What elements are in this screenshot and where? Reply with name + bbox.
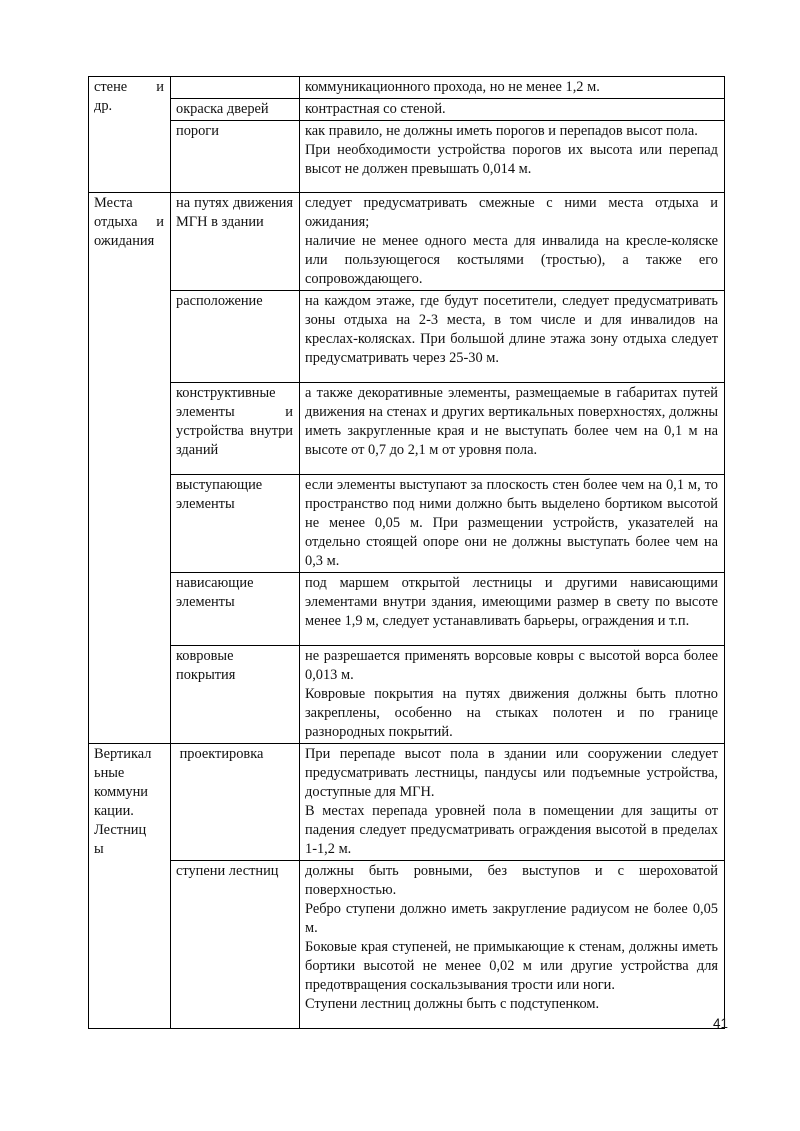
requirement-text: Ребро ступени должно иметь закругление радиусом не более 0,05 м. bbox=[305, 901, 718, 936]
requirement-cell bbox=[300, 573, 725, 646]
requirement-cell bbox=[300, 383, 725, 475]
item-label: конструктивные элементы и устройства внутри зданий bbox=[176, 385, 293, 458]
section-label: стене и bbox=[94, 79, 164, 95]
section-label: ы bbox=[94, 841, 104, 857]
item-cell bbox=[171, 291, 300, 383]
item-cell bbox=[171, 193, 300, 291]
section-cell bbox=[89, 193, 171, 744]
table-row bbox=[89, 77, 725, 99]
requirement-cell bbox=[300, 646, 725, 744]
requirement-text: как правило, не должны иметь порогов и перепадов высот пола. bbox=[305, 123, 698, 139]
requirement-text: если элементы выступают за плоскость стен более чем на 0,1 м, то пространство под ними должно быть выделено бортиком высотой не менее 0,05 м. При размещении устройств, указателей на отдельно стоящей опоре они не должны выступать более чем на 0,3 м. bbox=[305, 477, 718, 569]
requirements-table bbox=[88, 76, 725, 1029]
table-row bbox=[89, 475, 725, 573]
table-row bbox=[89, 861, 725, 1029]
table-row bbox=[89, 193, 725, 291]
requirement-text: Боковые края ступеней, не примыкающие к стенам, должны иметь бортики высотой не менее 0,02 м или другие устройства для предотвращения соскальзывания трости или ноги. bbox=[305, 939, 718, 993]
table-row bbox=[89, 291, 725, 383]
requirement-text: Ступени лестниц должны быть с подступенком. bbox=[305, 996, 600, 1012]
table-row bbox=[89, 383, 725, 475]
requirement-cell bbox=[300, 291, 725, 383]
item-label: на путях движения МГН в здании bbox=[176, 195, 293, 230]
requirement-text: При перепаде высот пола в здании или сооружении следует предусматривать лестницы, пандусы или подъемные устройства, доступные для МГН. bbox=[305, 746, 718, 800]
item-cell bbox=[171, 744, 300, 861]
requirement-cell bbox=[300, 121, 725, 193]
section-cell bbox=[89, 744, 171, 1029]
section-label: Лестниц bbox=[94, 822, 147, 838]
requirement-cell bbox=[300, 193, 725, 291]
table-row bbox=[89, 573, 725, 646]
requirement-text: При необходимости устройства порогов их высота или перепад высот не должен превышать 0,014 м. bbox=[305, 142, 718, 177]
requirement-text: должны быть ровными, без выступов и с шероховатой поверхностью. bbox=[305, 863, 718, 898]
requirement-text: на каждом этаже, где будут посетители, следует предусматривать зоны отдыха на 2-3 места, в том числе и для инвалидов на креслах-колясках. При большой длине этажа зону отдыха следует предусматривать через 25-30 м. bbox=[305, 293, 718, 366]
item-label: расположение bbox=[176, 293, 263, 309]
item-label: ковровые покрытия bbox=[176, 648, 236, 683]
requirement-cell bbox=[300, 77, 725, 99]
requirement-cell bbox=[300, 99, 725, 121]
requirement-text: а также декоративные элементы, размещаемые в габаритах путей движения на стенах и других вертикальных поверхностях, должны иметь закругленные края и не выступать более чем на 0,1 м на высоте от 0,7 до 2,1 м от уровня пола. bbox=[305, 385, 718, 458]
section-label: др. bbox=[94, 98, 113, 114]
page-number: 41 bbox=[713, 1016, 729, 1031]
requirement-text: не разрешается применять ворсовые ковры с высотой ворса более 0,013 м. bbox=[305, 648, 718, 683]
requirement-text: Ковровые покрытия на путях движения должны быть плотно закреплены, особенно на стыках полотен и по границе разнородных покрытий. bbox=[305, 686, 718, 740]
item-label: пороги bbox=[176, 123, 219, 139]
table-row bbox=[89, 744, 725, 861]
requirement-cell bbox=[300, 744, 725, 861]
item-label: нависающие элементы bbox=[176, 575, 254, 610]
requirement-cell bbox=[300, 475, 725, 573]
requirement-text: наличие не менее одного места для инвалида на кресле-коляске или пользующегося костылями (тростью), а также его сопровождающего. bbox=[305, 233, 718, 287]
item-label: ступени лестниц bbox=[176, 863, 279, 879]
section-label: коммуни bbox=[94, 784, 148, 800]
item-cell bbox=[171, 383, 300, 475]
table-row bbox=[89, 646, 725, 744]
item-label: выступающие элементы bbox=[176, 477, 263, 512]
section-cell bbox=[89, 77, 171, 193]
section-label: ьные bbox=[94, 765, 125, 781]
requirement-text: под маршем открытой лестницы и другими нависающими элементами внутри здания, имеющими размер в свету по высоте менее 1,9 м, следует устанавливать барьеры, ограждения и т.п. bbox=[305, 575, 718, 629]
requirement-text: В местах перепада уровней пола в помещении для защиты от падения следует предусматривать ограждения высотой в пределах 1-1,2 м. bbox=[305, 803, 718, 857]
item-cell bbox=[171, 77, 300, 99]
item-cell bbox=[171, 99, 300, 121]
requirement-cell bbox=[300, 861, 725, 1029]
section-label: Места отдыха и ожидания bbox=[94, 195, 164, 249]
item-label: проектировка bbox=[176, 746, 264, 762]
section-label: кации. bbox=[94, 803, 134, 819]
requirement-text: следует предусматривать смежные с ними места отдыха и ожидания; bbox=[305, 195, 718, 230]
table-row bbox=[89, 99, 725, 121]
requirement-text: коммуникационного прохода, но не менее 1,2 м. bbox=[305, 79, 600, 95]
item-label: окраска дверей bbox=[176, 101, 269, 117]
requirement-text: контрастная со стеной. bbox=[305, 101, 446, 117]
section-label: Вертикал bbox=[94, 746, 152, 762]
table-row bbox=[89, 121, 725, 193]
item-cell bbox=[171, 646, 300, 744]
item-cell bbox=[171, 861, 300, 1029]
item-cell bbox=[171, 573, 300, 646]
item-cell bbox=[171, 475, 300, 573]
item-cell bbox=[171, 121, 300, 193]
